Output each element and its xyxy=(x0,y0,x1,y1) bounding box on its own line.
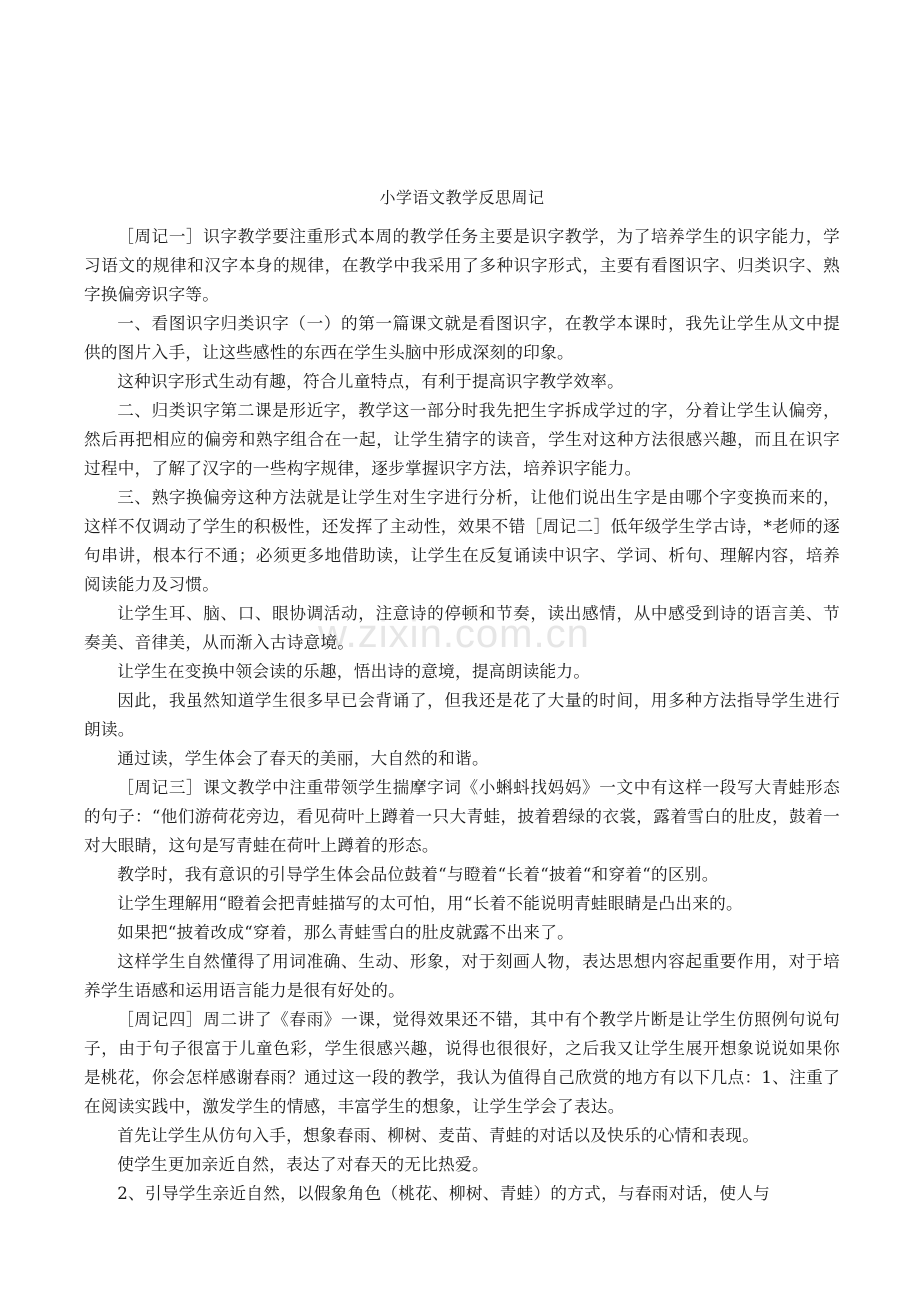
paragraph-17: 使学生更加亲近自然，表达了对春天的无比热爱。 xyxy=(117,1155,489,1174)
paragraph-9: 通过读，学生体会了春天的美丽，大自然的和谐。 xyxy=(117,749,489,768)
paragraph-7: 让学生在变换中领会读的乐趣，悟出诗的意境，提高朗读能力。 xyxy=(117,662,591,681)
paragraph-13: 如果把“披着改成“穿着，那么青蛙雪白的肚皮就露不出来了。 xyxy=(117,923,574,942)
paragraph-4: 二、归类识字第二课是形近字，教学这一部分时我先把生字拆成学过的字，分着让学生认偏旁，然后再把相应的偏旁和熟字组合在一起，让学生猜字的读音，学生对这种方法很感兴趣，而且在识字过程中，了解了汉字的一些构字规律，逐步掌握识字方法，培养识字能力。 xyxy=(84,401,840,478)
paragraph-18: 2、引导学生亲近自然，以假象角色（桃花、柳树、青蛙）的方式，与春雨对话，使人与 xyxy=(117,1184,771,1203)
watermark: w.zixin.com.cn xyxy=(318,612,590,656)
paragraph-15: ［周记四］周二讲了《春雨》一课，觉得效果还不错，其中有个教学片断是让学生仿照例句说句子，由于句子很富于儿童色彩，学生很感兴趣，说得也很很好，之后我又让学生展开想象说说如果你是桃花，你会怎样感谢春雨？通过这一段的教学，我认为值得自己欣赏的地方有以下几点：1、注重了在阅读实践中，激发学生的情感，丰富学生的想象，让学生学会了表达。 xyxy=(84,1010,840,1116)
document-page xyxy=(84,0,840,1302)
paragraph-12: 让学生理解用“瞪着会把青蛙描写的太可怕，用“长着不能说明青蛙眼睛是凸出来的。 xyxy=(117,894,743,913)
paragraph-2: 一、看图识字归类识字（一）的第一篇课文就是看图识字，在教学本课时，我先让学生从文中提供的图片入手，让这些感性的东西在学生头脑中形成深刻的印象。 xyxy=(84,314,840,362)
document-title: 小学语文教学反思周记 xyxy=(379,188,545,207)
paragraph-10: ［周记三］课文教学中注重带领学生揣摩字词《小蝌蚪找妈妈》一文中有这样一段写大青蛙形态的句子：“他们游荷花旁边，看见荷叶上蹲着一只大青蛙，披着碧绿的衣裳，露着雪白的肚皮，鼓着一对大眼睛，这句是写青蛙在荷叶上蹲着的形态。 xyxy=(84,778,840,855)
paragraph-5: 三、熟字换偏旁这种方法就是让学生对生字进行分析，让他们说出生字是由哪个字变换而来的，这样不仅调动了学生的积极性，还发挥了主动性，效果不错［周记二］低年级学生学古诗，*老师的逐句串讲，根本行不通；必须更多地借助读，让学生在反复诵读中识字、学词、析句、理解内容，培养阅读能力及习惯。 xyxy=(84,488,840,594)
paragraph-16: 首先让学生从仿句入手，想象春雨、柳树、麦苗、青蛙的对话以及快乐的心情和表现。 xyxy=(117,1126,760,1145)
paragraph-11: 教学时，我有意识的引导学生体会品位鼓着“与瞪着“长着“披着“和穿着“的区别。 xyxy=(117,865,719,884)
paragraph-14: 这样学生自然懂得了用词准确、生动、形象，对于刻画人物，表达思想内容起重要作用，对于培养学生语感和运用语言能力是很有好处的。 xyxy=(84,952,840,1000)
paragraph-1: ［周记一］识字教学要注重形式本周的教学任务主要是识字教学，为了培养学生的识字能力，学习语文的规律和汉字本身的规律，在教学中我采用了多种识字形式，主要有看图识字、归类识字、熟字换偏旁识字等。 xyxy=(84,227,840,304)
paragraph-3: 这种识字形式生动有趣，符合儿童特点，有利于提高识字教学效率。 xyxy=(117,372,624,391)
paragraph-6: 让学生耳、脑、口、眼协调活动，注意诗的停顿和节奏，读出感情，从中感受到诗的语言美、节奏美、音律美，从而渐入古诗意境。 xyxy=(84,604,840,652)
paragraph-8: 因此，我虽然知道学生很多早已会背诵了，但我还是花了大量的时间，用多种方法指导学生进行朗读。 xyxy=(84,691,840,739)
document-body xyxy=(84,222,840,1208)
